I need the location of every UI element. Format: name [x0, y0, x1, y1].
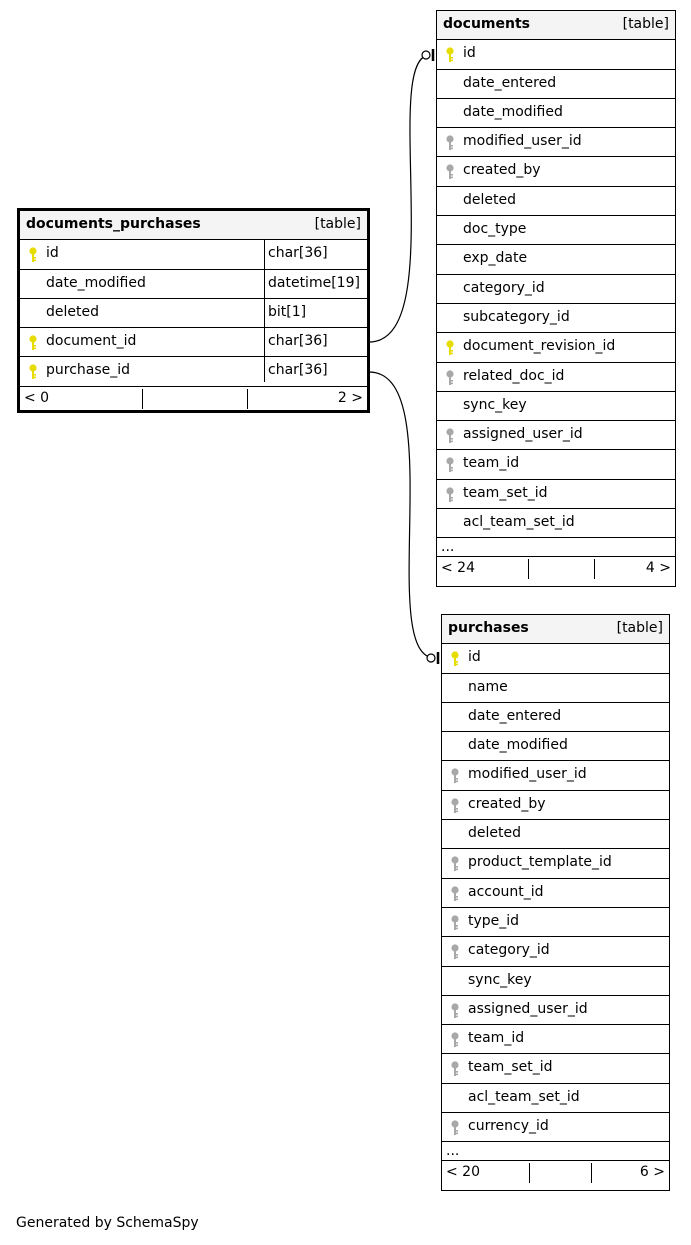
column-row-purchase-id[interactable] [20, 357, 367, 386]
table-header[interactable] [437, 11, 675, 40]
column-row-account-id[interactable] [442, 879, 669, 908]
relationship-purchase-id-to-purchases-id [369, 372, 435, 658]
foreign-key-icon [450, 768, 460, 784]
table-footer [20, 387, 367, 412]
column-row-assigned-user-id[interactable] [437, 421, 675, 450]
column-name: name [468, 678, 508, 695]
column-row-modified-user-id[interactable] [442, 761, 669, 790]
relationship-document-id-to-documents-id [369, 55, 430, 342]
column-name: product_template_id [468, 854, 612, 871]
column-name: purchase_id [46, 362, 131, 379]
column-row-date-modified[interactable] [442, 732, 669, 761]
foreign-key-icon [450, 856, 460, 872]
table-type-label: [table] [622, 16, 669, 32]
generated-by-credit: Generated by SchemaSpy [16, 1215, 199, 1231]
column-row-deleted[interactable] [20, 299, 367, 328]
column-row-category-id[interactable] [442, 937, 669, 966]
column-name: acl_team_set_id [468, 1088, 580, 1105]
child-count[interactable]: 2 > [337, 389, 363, 406]
more-columns-ellipsis: ... [441, 539, 455, 556]
foreign-key-icon [450, 1061, 460, 1077]
primary-key-icon [445, 47, 455, 63]
column-row-date-modified[interactable] [437, 99, 675, 128]
column-name: date_modified [468, 737, 568, 754]
foreign-key-icon [450, 1032, 460, 1048]
column-name: sync_key [468, 971, 532, 988]
column-row-acl-team-set-id[interactable] [437, 509, 675, 538]
column-row-assigned-user-id[interactable] [442, 996, 669, 1025]
column-name: deleted [463, 191, 516, 208]
column-row-document-id[interactable] [20, 328, 367, 357]
column-name: category_id [463, 279, 545, 296]
parent-count[interactable]: < 20 [446, 1164, 480, 1181]
column-type: bit[1] [268, 303, 307, 320]
foreign-key-icon [445, 164, 455, 180]
column-name: account_id [468, 883, 544, 900]
column-row-doc-type[interactable] [437, 216, 675, 245]
column-type: datetime[19] [268, 274, 360, 291]
column-name: currency_id [468, 1118, 549, 1135]
table-name: documents_purchases [26, 216, 201, 232]
column-name: team_set_id [468, 1059, 553, 1076]
column-row-id[interactable] [442, 644, 669, 673]
column-name: modified_user_id [468, 766, 587, 783]
foreign-key-icon [450, 1120, 460, 1136]
footer-divider [142, 389, 143, 409]
child-count[interactable]: 6 > [639, 1164, 665, 1181]
parent-count[interactable]: < 0 [24, 389, 50, 406]
foreign-key-icon [450, 944, 460, 960]
foreign-key-icon [445, 135, 455, 151]
column-name: date_modified [46, 274, 146, 291]
column-name: type_id [468, 912, 520, 929]
column-row-deleted[interactable] [437, 187, 675, 216]
column-type: char[36] [268, 333, 328, 350]
column-name: assigned_user_id [468, 1000, 588, 1017]
column-row-currency-id[interactable] [442, 1113, 669, 1142]
table-name: purchases [448, 620, 529, 636]
table-purchases[interactable] [441, 614, 670, 1191]
table-type-label: [table] [616, 620, 663, 636]
table-header[interactable] [442, 615, 669, 644]
footer-divider [529, 1163, 530, 1183]
column-name: team_id [463, 455, 520, 472]
zero-or-one-marker [427, 654, 435, 662]
table-type-label: [table] [314, 216, 361, 232]
column-row-sync-key[interactable] [442, 967, 669, 996]
column-row-document-revision-id[interactable] [437, 333, 675, 362]
column-row-date-modified[interactable] [20, 270, 367, 299]
column-name: modified_user_id [463, 133, 582, 150]
table-name: documents [443, 16, 530, 32]
column-name: id [463, 45, 476, 62]
column-name: category_id [468, 942, 550, 959]
foreign-key-icon [450, 915, 460, 931]
column-name: team_id [468, 1030, 525, 1047]
column-name: related_doc_id [463, 367, 565, 384]
column-row-type-id[interactable] [442, 908, 669, 937]
column-name: team_set_id [463, 484, 548, 501]
column-name: acl_team_set_id [463, 514, 575, 531]
column-row-id[interactable] [437, 40, 675, 69]
primary-key-icon [28, 335, 38, 351]
column-name: document_revision_id [463, 338, 616, 355]
column-name: created_by [463, 162, 541, 179]
foreign-key-icon [445, 457, 455, 473]
footer-divider [528, 559, 529, 579]
column-row-team-set-id[interactable] [442, 1054, 669, 1083]
column-name: date_entered [468, 707, 562, 724]
column-row-product-template-id[interactable] [442, 849, 669, 878]
table-header[interactable] [20, 211, 367, 240]
column-row-deleted[interactable] [442, 820, 669, 849]
primary-key-icon [28, 247, 38, 263]
column-row-modified-user-id[interactable] [437, 128, 675, 157]
column-row-team-id[interactable] [437, 450, 675, 479]
column-type: char[36] [268, 362, 328, 379]
primary-key-icon [450, 651, 460, 667]
foreign-key-icon [445, 428, 455, 444]
column-name: assigned_user_id [463, 426, 583, 443]
column-row-sync-key[interactable] [437, 392, 675, 421]
column-row-id[interactable] [20, 240, 367, 269]
column-name: deleted [468, 825, 521, 842]
column-row-date-entered[interactable] [437, 70, 675, 99]
footer-divider [594, 559, 595, 579]
column-row-team-set-id[interactable] [437, 480, 675, 509]
column-row-name[interactable] [442, 674, 669, 703]
child-count[interactable]: 4 > [645, 560, 671, 577]
column-name: sync_key [463, 396, 527, 413]
column-name: id [468, 649, 481, 666]
column-row-subcategory-id[interactable] [437, 304, 675, 333]
footer-divider [247, 389, 248, 409]
column-row-exp-date[interactable] [437, 245, 675, 274]
column-name: date_modified [463, 103, 563, 120]
column-row-team-id[interactable] [442, 1025, 669, 1054]
more-columns-row [442, 1142, 669, 1161]
column-name: doc_type [463, 221, 527, 238]
footer-divider [591, 1163, 592, 1183]
column-row-created-by[interactable] [442, 791, 669, 820]
column-name: exp_date [463, 250, 528, 267]
column-row-category-id[interactable] [437, 275, 675, 304]
column-row-related-doc-id[interactable] [437, 363, 675, 392]
column-type: char[36] [268, 245, 328, 262]
parent-count[interactable]: < 24 [441, 560, 475, 577]
column-name: created_by [468, 795, 546, 812]
column-name: id [46, 245, 59, 262]
foreign-key-icon [450, 886, 460, 902]
table-documents[interactable] [436, 10, 676, 587]
column-name: subcategory_id [463, 308, 570, 325]
foreign-key-icon [450, 798, 460, 814]
foreign-key-icon [445, 487, 455, 503]
foreign-key-icon [445, 370, 455, 386]
table-documents-purchases[interactable] [17, 208, 370, 413]
column-row-acl-team-set-id[interactable] [442, 1084, 669, 1113]
zero-or-one-marker [422, 51, 430, 59]
more-columns-ellipsis: ... [446, 1143, 460, 1160]
primary-key-icon [445, 340, 455, 356]
table-footer [437, 557, 675, 582]
column-row-date-entered[interactable] [442, 703, 669, 732]
column-name: date_entered [463, 74, 557, 91]
column-name: document_id [46, 333, 137, 350]
more-columns-row [437, 538, 675, 557]
column-row-created-by[interactable] [437, 157, 675, 186]
column-name: deleted [46, 303, 99, 320]
table-footer [442, 1161, 669, 1186]
foreign-key-icon [450, 1003, 460, 1019]
primary-key-icon [28, 364, 38, 380]
